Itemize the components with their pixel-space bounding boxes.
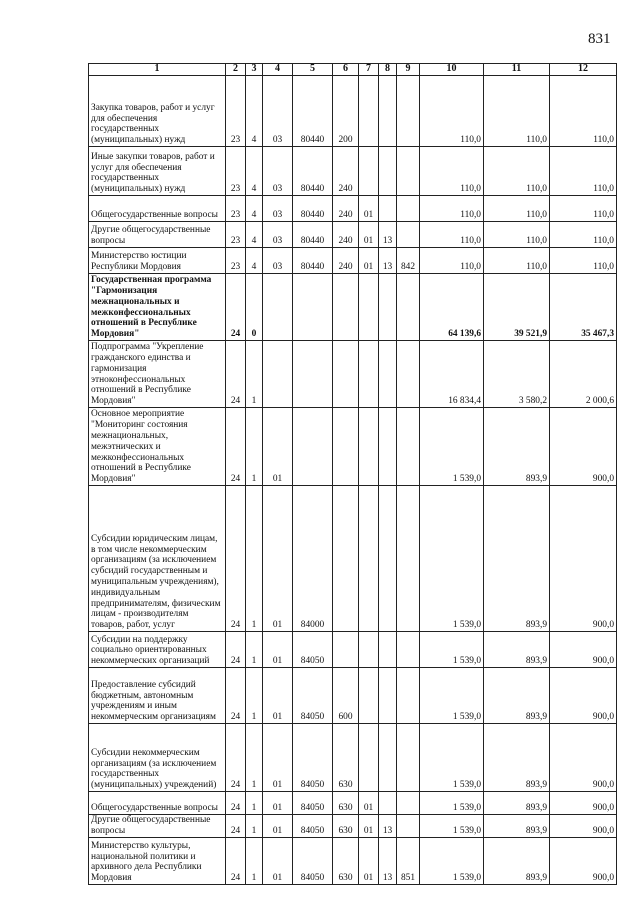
cell-amount-year2: 3 580,2 — [484, 341, 550, 408]
cell-expense-type: 200 — [333, 76, 359, 147]
table-row — [89, 815, 617, 838]
cell-ministry-code: 24 — [226, 486, 246, 632]
cell-amount-year2: 110,0 — [484, 222, 550, 248]
cell-direction-code: 84050 — [293, 724, 333, 792]
cell-ministry-code: 24 — [226, 341, 246, 408]
cell-agency-code — [397, 632, 420, 668]
cell-section: 01 — [359, 248, 379, 274]
cell-direction-code — [293, 408, 333, 486]
cell-main-event-code: 01 — [263, 724, 293, 792]
table-row — [89, 147, 617, 196]
cell-agency-code: 842 — [397, 248, 420, 274]
column-header: 6 — [333, 64, 359, 76]
cell-amount-year1: 64 139,6 — [420, 274, 484, 341]
cell-expense-type: 240 — [333, 222, 359, 248]
cell-amount-year1: 1 539,0 — [420, 486, 484, 632]
cell-agency-code: 851 — [397, 838, 420, 885]
cell-section — [359, 724, 379, 792]
cell-main-event-code: 03 — [263, 196, 293, 222]
row-name: Общегосударственные вопросы — [89, 792, 226, 815]
cell-expense-type: 240 — [333, 248, 359, 274]
cell-ministry-code: 24 — [226, 632, 246, 668]
cell-amount-year3: 35 467,3 — [550, 274, 617, 341]
cell-amount-year2: 39 521,9 — [484, 274, 550, 341]
row-name: Министерство культуры, национальной политики и архивного дела Республики Мордовия — [89, 838, 226, 885]
cell-amount-year2: 893,9 — [484, 408, 550, 486]
cell-main-event-code: 03 — [263, 76, 293, 147]
cell-program-code: 4 — [246, 222, 263, 248]
cell-section — [359, 668, 379, 724]
cell-agency-code — [397, 222, 420, 248]
cell-main-event-code: 01 — [263, 838, 293, 885]
cell-amount-year1: 1 539,0 — [420, 724, 484, 792]
cell-ministry-code: 23 — [226, 222, 246, 248]
cell-section — [359, 408, 379, 486]
cell-amount-year3: 110,0 — [550, 196, 617, 222]
cell-ministry-code: 24 — [226, 724, 246, 792]
cell-agency-code — [397, 486, 420, 632]
cell-ministry-code: 23 — [226, 248, 246, 274]
cell-section: 01 — [359, 792, 379, 815]
cell-main-event-code: 03 — [263, 248, 293, 274]
column-header: 8 — [379, 64, 397, 76]
cell-section — [359, 76, 379, 147]
cell-amount-year2: 893,9 — [484, 792, 550, 815]
cell-amount-year2: 893,9 — [484, 724, 550, 792]
cell-expense-type: 630 — [333, 724, 359, 792]
cell-section: 01 — [359, 222, 379, 248]
cell-program-code: 1 — [246, 408, 263, 486]
cell-subsection — [379, 341, 397, 408]
table-row — [89, 724, 617, 792]
cell-section: 01 — [359, 838, 379, 885]
cell-direction-code: 80440 — [293, 222, 333, 248]
cell-main-event-code — [263, 341, 293, 408]
cell-amount-year3: 900,0 — [550, 724, 617, 792]
page-number: 831 — [588, 31, 611, 47]
cell-agency-code — [397, 792, 420, 815]
row-name: Другие общегосударственные вопросы — [89, 815, 226, 838]
column-header: 5 — [293, 64, 333, 76]
cell-amount-year2: 893,9 — [484, 838, 550, 885]
cell-amount-year1: 1 539,0 — [420, 668, 484, 724]
column-header: 11 — [484, 64, 550, 76]
cell-agency-code — [397, 147, 420, 196]
cell-amount-year2: 893,9 — [484, 632, 550, 668]
column-header: 7 — [359, 64, 379, 76]
column-header: 3 — [246, 64, 263, 76]
table-row — [89, 668, 617, 724]
row-name: Общегосударственные вопросы — [89, 196, 226, 222]
row-name: Субсидии некоммерческим организациям (за исключением государственных (муниципальных) учреждений) — [89, 724, 226, 792]
cell-agency-code — [397, 274, 420, 341]
cell-ministry-code: 24 — [226, 668, 246, 724]
table-row — [89, 196, 617, 222]
cell-amount-year3: 900,0 — [550, 632, 617, 668]
cell-amount-year2: 110,0 — [484, 248, 550, 274]
table-row — [89, 838, 617, 885]
cell-main-event-code — [263, 274, 293, 341]
cell-agency-code — [397, 76, 420, 147]
cell-amount-year1: 1 539,0 — [420, 838, 484, 885]
cell-expense-type — [333, 632, 359, 668]
row-name: Основное мероприятие "Мониторинг состояния межнациональных, межэтнических и межконфессиональных отношений в Республике Мордовия" — [89, 408, 226, 486]
column-header: 2 — [226, 64, 246, 76]
cell-subsection — [379, 668, 397, 724]
cell-section — [359, 632, 379, 668]
table-body — [89, 76, 617, 885]
cell-direction-code: 80440 — [293, 196, 333, 222]
cell-main-event-code: 03 — [263, 222, 293, 248]
cell-section — [359, 274, 379, 341]
cell-program-code: 1 — [246, 632, 263, 668]
cell-program-code: 0 — [246, 274, 263, 341]
cell-ministry-code: 24 — [226, 815, 246, 838]
cell-main-event-code: 03 — [263, 147, 293, 196]
cell-amount-year3: 900,0 — [550, 668, 617, 724]
cell-ministry-code: 23 — [226, 76, 246, 147]
cell-subsection — [379, 408, 397, 486]
cell-amount-year2: 110,0 — [484, 196, 550, 222]
cell-program-code: 4 — [246, 147, 263, 196]
cell-amount-year1: 1 539,0 — [420, 815, 484, 838]
cell-amount-year3: 2 000,6 — [550, 341, 617, 408]
table-row — [89, 792, 617, 815]
cell-direction-code: 80440 — [293, 248, 333, 274]
cell-amount-year2: 893,9 — [484, 815, 550, 838]
table-row — [89, 76, 617, 147]
cell-section: 01 — [359, 196, 379, 222]
cell-amount-year3: 110,0 — [550, 147, 617, 196]
cell-amount-year2: 110,0 — [484, 147, 550, 196]
table-row — [89, 486, 617, 632]
row-name: Иные закупки товаров, работ и услуг для обеспечения государственных (муниципальных) нужд — [89, 147, 226, 196]
cell-subsection: 13 — [379, 815, 397, 838]
cell-amount-year2: 893,9 — [484, 486, 550, 632]
cell-ministry-code: 23 — [226, 147, 246, 196]
cell-direction-code: 80440 — [293, 76, 333, 147]
cell-program-code: 4 — [246, 196, 263, 222]
cell-subsection — [379, 196, 397, 222]
table-row — [89, 341, 617, 408]
cell-direction-code: 84050 — [293, 838, 333, 885]
cell-amount-year1: 1 539,0 — [420, 408, 484, 486]
cell-amount-year3: 900,0 — [550, 815, 617, 838]
cell-expense-type: 240 — [333, 147, 359, 196]
cell-subsection — [379, 147, 397, 196]
cell-amount-year1: 110,0 — [420, 76, 484, 147]
cell-direction-code: 80440 — [293, 147, 333, 196]
cell-direction-code: 84050 — [293, 792, 333, 815]
cell-direction-code — [293, 341, 333, 408]
cell-program-code: 4 — [246, 248, 263, 274]
cell-subsection — [379, 792, 397, 815]
table-row — [89, 408, 617, 486]
cell-amount-year3: 110,0 — [550, 76, 617, 147]
cell-direction-code — [293, 274, 333, 341]
row-name: Закупка товаров, работ и услуг для обеспечения государственных (муниципальных) нужд — [89, 76, 226, 147]
row-name: Предоставление субсидий бюджетным, автономным учреждениям и иным некоммерческим организациям — [89, 668, 226, 724]
row-name: Другие общегосударственные вопросы — [89, 222, 226, 248]
cell-direction-code: 84050 — [293, 815, 333, 838]
cell-program-code: 4 — [246, 76, 263, 147]
cell-ministry-code: 24 — [226, 274, 246, 341]
cell-program-code: 1 — [246, 668, 263, 724]
row-name: Министерство юстиции Республики Мордовия — [89, 248, 226, 274]
cell-direction-code: 84050 — [293, 668, 333, 724]
cell-section: 01 — [359, 815, 379, 838]
cell-amount-year1: 110,0 — [420, 248, 484, 274]
cell-ministry-code: 23 — [226, 196, 246, 222]
cell-section — [359, 486, 379, 632]
cell-subsection: 13 — [379, 222, 397, 248]
cell-agency-code — [397, 668, 420, 724]
cell-subsection — [379, 274, 397, 341]
cell-amount-year1: 110,0 — [420, 147, 484, 196]
cell-subsection — [379, 632, 397, 668]
column-header: 9 — [397, 64, 420, 76]
cell-agency-code — [397, 408, 420, 486]
row-name: Государственная программа "Гармонизация межнациональных и межконфессиональных отношений в Республике Мордовия" — [89, 274, 226, 341]
cell-expense-type: 600 — [333, 668, 359, 724]
header-row — [89, 64, 617, 76]
cell-amount-year3: 900,0 — [550, 792, 617, 815]
table-row — [89, 274, 617, 341]
table-row — [89, 222, 617, 248]
column-header: 4 — [263, 64, 293, 76]
cell-direction-code: 84050 — [293, 632, 333, 668]
cell-subsection: 13 — [379, 248, 397, 274]
column-header: 1 — [89, 64, 226, 76]
column-header: 12 — [550, 64, 617, 76]
cell-expense-type — [333, 408, 359, 486]
cell-amount-year3: 110,0 — [550, 248, 617, 274]
cell-amount-year3: 110,0 — [550, 222, 617, 248]
cell-program-code: 1 — [246, 724, 263, 792]
table-row — [89, 632, 617, 668]
cell-expense-type — [333, 274, 359, 341]
cell-main-event-code: 01 — [263, 408, 293, 486]
cell-section — [359, 147, 379, 196]
cell-program-code: 1 — [246, 792, 263, 815]
table-row — [89, 248, 617, 274]
cell-ministry-code: 24 — [226, 838, 246, 885]
cell-direction-code: 84000 — [293, 486, 333, 632]
cell-expense-type: 630 — [333, 838, 359, 885]
cell-subsection — [379, 724, 397, 792]
cell-amount-year2: 110,0 — [484, 76, 550, 147]
cell-expense-type — [333, 341, 359, 408]
cell-subsection — [379, 76, 397, 147]
cell-agency-code — [397, 724, 420, 792]
cell-main-event-code: 01 — [263, 486, 293, 632]
cell-expense-type: 630 — [333, 815, 359, 838]
cell-agency-code — [397, 815, 420, 838]
cell-amount-year3: 900,0 — [550, 408, 617, 486]
cell-amount-year1: 1 539,0 — [420, 632, 484, 668]
cell-amount-year2: 893,9 — [484, 668, 550, 724]
cell-amount-year3: 900,0 — [550, 486, 617, 632]
budget-table — [88, 63, 617, 885]
cell-amount-year1: 110,0 — [420, 196, 484, 222]
cell-expense-type — [333, 486, 359, 632]
column-header: 10 — [420, 64, 484, 76]
cell-program-code: 1 — [246, 486, 263, 632]
row-name: Субсидии юридическим лицам, в том числе некоммерческим организациям (за исключением субсидий государственным и муниципальным учреждениям), индивидуальным предпринимателям, физическим лицам - производителям товаров, работ, услуг — [89, 486, 226, 632]
cell-amount-year1: 1 539,0 — [420, 792, 484, 815]
cell-section — [359, 341, 379, 408]
cell-program-code: 1 — [246, 341, 263, 408]
cell-main-event-code: 01 — [263, 815, 293, 838]
cell-program-code: 1 — [246, 838, 263, 885]
cell-ministry-code: 24 — [226, 792, 246, 815]
cell-main-event-code: 01 — [263, 668, 293, 724]
cell-agency-code — [397, 341, 420, 408]
cell-agency-code — [397, 196, 420, 222]
cell-main-event-code: 01 — [263, 632, 293, 668]
cell-ministry-code: 24 — [226, 408, 246, 486]
cell-subsection: 13 — [379, 838, 397, 885]
cell-amount-year3: 900,0 — [550, 838, 617, 885]
cell-amount-year1: 110,0 — [420, 222, 484, 248]
cell-main-event-code: 01 — [263, 792, 293, 815]
cell-expense-type: 630 — [333, 792, 359, 815]
cell-subsection — [379, 486, 397, 632]
cell-program-code: 1 — [246, 815, 263, 838]
row-name: Подпрограмма "Укрепление гражданского единства и гармонизация этноконфессиональных отношений в Республике Мордовия" — [89, 341, 226, 408]
row-name: Субсидии на поддержку социально ориентированных некоммерческих организаций — [89, 632, 226, 668]
cell-amount-year1: 16 834,4 — [420, 341, 484, 408]
cell-expense-type: 240 — [333, 196, 359, 222]
